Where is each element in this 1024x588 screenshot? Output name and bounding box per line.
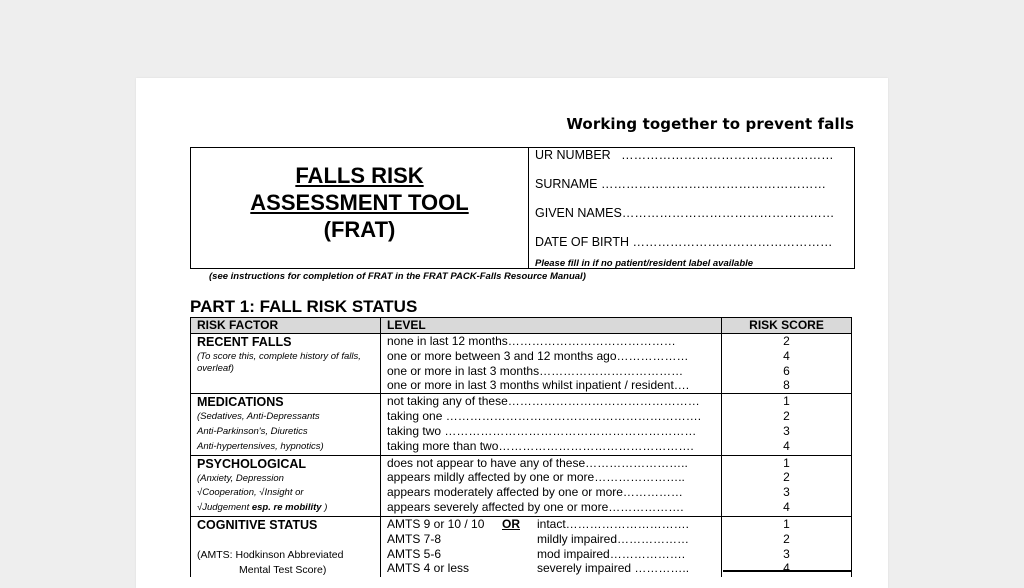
medications-levels (381, 394, 722, 455)
cognitive-amts-3: AMTS 5-6 (387, 546, 442, 561)
recent-falls-row (191, 334, 852, 394)
medications-score-4[interactable]: 4 (783, 438, 790, 453)
part-1-title: PART 1: FALL RISK STATUS (190, 297, 418, 316)
psychological-note-3 (191, 501, 380, 516)
cognitive-desc-3: mod impaired………………. (537, 546, 686, 561)
psychological-row (191, 455, 852, 516)
recent-falls-level-1[interactable]: none in last 12 months…………………………………… (387, 334, 676, 348)
psychological-score-2[interactable]: 2 (783, 470, 790, 485)
given-names-label: GIVEN NAMES (535, 206, 622, 220)
recent-falls-levels (381, 334, 722, 394)
medications-score-3[interactable]: 3 (783, 423, 790, 438)
medications-note-2: Anti-Parkinson's, Diuretics (197, 425, 308, 437)
cognitive-score-1[interactable]: 1 (783, 516, 790, 531)
form-page (136, 78, 888, 588)
medications-level-2[interactable]: taking one ………………………………………………………. (387, 408, 702, 423)
psychological-note-3-text: √Judgement (197, 502, 250, 514)
medications-level-1[interactable]: not taking any of these………………………………………… (387, 394, 700, 409)
psychological-score-3[interactable]: 3 (783, 485, 790, 500)
cognitive-desc-1: intact…………………………. (537, 516, 690, 531)
recent-falls-note: (To score this, complete history of falls, overleaf) (197, 351, 361, 374)
psychological-score-1[interactable]: 1 (783, 455, 790, 470)
cognitive-desc-2: mildly impaired……………… (537, 531, 690, 546)
given-names-dots: …………………………………………… (621, 206, 835, 220)
medications-level-3[interactable]: taking two ……………………………………………………… (387, 423, 697, 438)
title-line-2: ASSESSMENT TOOL (250, 190, 469, 215)
instructions-note: (see instructions for completion of FRAT in the FRAT PACK-Falls Resource Manual) (209, 271, 586, 282)
cognitive-level-2[interactable] (381, 532, 721, 547)
risk-factor-header: RISK FACTOR (191, 318, 381, 334)
medications-note-3: Anti-hypertensives, hypnotics) (197, 440, 324, 452)
cognitive-factor (191, 516, 381, 577)
surname-field[interactable] (535, 177, 826, 191)
cognitive-amts-2: AMTS 7-8 (387, 531, 442, 546)
psychological-scores (722, 455, 852, 516)
recent-falls-scores (722, 334, 852, 394)
cognitive-score-2[interactable]: 2 (783, 531, 790, 546)
risk-score-header: RISK SCORE (722, 318, 852, 334)
ur-number-dots: …………………………………………… (621, 148, 834, 162)
dob-dots: ………………………………………… (632, 235, 833, 249)
medications-factor (191, 394, 381, 455)
title-line-1: FALLS RISK (295, 163, 424, 188)
recent-falls-level-3[interactable]: one or more in last 3 months……………………………… (387, 363, 684, 378)
ur-number-label: UR NUMBER (535, 148, 611, 162)
tagline: Working together to prevent falls (566, 115, 854, 133)
medications-level-4[interactable]: taking more than two…………………………………………. (387, 438, 694, 453)
psychological-name: PSYCHOLOGICAL (197, 456, 307, 471)
psychological-score-4[interactable]: 4 (783, 499, 790, 514)
ur-number-field[interactable] (535, 148, 834, 162)
surname-label: SURNAME (535, 177, 598, 191)
cognitive-level-1[interactable] (381, 517, 721, 532)
psychological-level-1[interactable]: does not appear to have any of these…………………….. (387, 455, 688, 470)
medications-row (191, 394, 852, 455)
table-header-row (191, 318, 852, 334)
fall-risk-table (190, 317, 852, 577)
cognitive-spacer (191, 533, 380, 548)
psychological-level-3[interactable]: appears moderately affected by one or more…………… (387, 485, 683, 500)
medications-scores (722, 394, 852, 455)
cognitive-amts-1: AMTS 9 or 10 / 10 (387, 516, 485, 531)
psychological-level-4[interactable]: appears severely affected by one or more………………. (387, 499, 684, 514)
cognitive-scores (722, 516, 852, 577)
recent-falls-factor (191, 334, 381, 394)
medications-note-1: (Sedatives, Anti-Depressants (197, 411, 320, 423)
psychological-note-bold: esp. re mobility (251, 502, 322, 514)
cognitive-amts-4: AMTS 4 or less (387, 561, 470, 576)
cognitive-or-label: OR (502, 516, 520, 531)
recent-falls-score-4[interactable]: 8 (783, 378, 790, 393)
score-total-rule (723, 570, 851, 572)
surname-dots: ……………………………………………… (601, 177, 826, 191)
recent-falls-level-4[interactable]: one or more in last 3 months whilst inpatient / resident…. (387, 378, 690, 393)
recent-falls-name: RECENT FALLS (197, 335, 292, 349)
cognitive-name: COGNITIVE STATUS (197, 517, 318, 532)
cognitive-score-3[interactable]: 3 (783, 546, 790, 561)
medications-score-1[interactable]: 1 (783, 394, 790, 409)
medications-name: MEDICATIONS (197, 395, 284, 410)
psychological-note-2: √Cooperation, √Insight or (197, 487, 304, 499)
psychological-note-1: (Anxiety, Depression (197, 472, 284, 484)
psychological-level-2[interactable]: appears mildly affected by one or more………………….. (387, 470, 685, 485)
psychological-factor (191, 455, 381, 516)
recent-falls-score-2[interactable]: 4 (783, 348, 790, 363)
recent-falls-score-3[interactable]: 6 (783, 363, 790, 378)
recent-falls-level-2[interactable]: one or more between 3 and 12 months ago……………… (387, 348, 689, 363)
cognitive-level-3[interactable] (381, 547, 721, 562)
cognitive-desc-4: severely impaired ………….. (537, 561, 690, 576)
psychological-note-end: ) (324, 502, 328, 514)
header-divider (528, 148, 529, 268)
label-note: Please fill in if no patient/resident label available (535, 258, 754, 269)
cognitive-note-2: Mental Test Score) (239, 563, 327, 576)
dob-label: DATE OF BIRTH (535, 235, 629, 249)
psychological-levels (381, 455, 722, 516)
header-box (190, 147, 855, 269)
medications-score-2[interactable]: 2 (783, 408, 790, 423)
recent-falls-score-1[interactable]: 2 (783, 334, 790, 348)
cognitive-score-4[interactable]: 4 (783, 561, 790, 576)
given-names-field[interactable] (535, 206, 834, 220)
date-of-birth-field[interactable] (535, 235, 832, 249)
cognitive-row (191, 516, 852, 577)
cognitive-levels (381, 516, 722, 577)
title-line-3: (FRAT) (323, 217, 396, 242)
cognitive-note-1: (AMTS: Hodkinson Abbreviated (197, 548, 344, 561)
form-title (191, 162, 528, 243)
level-header: LEVEL (381, 318, 722, 334)
